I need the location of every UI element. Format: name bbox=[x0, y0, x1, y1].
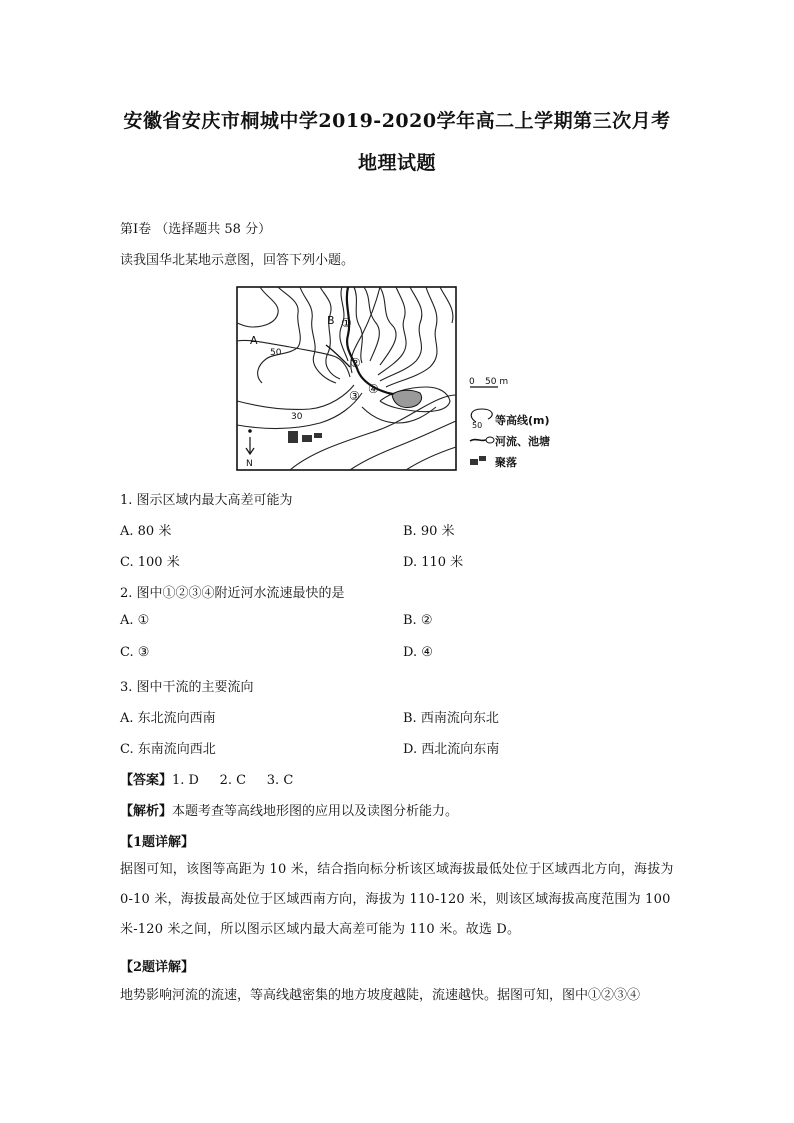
map-contour-label-30: 30 bbox=[291, 412, 303, 422]
question-3-option-c: C. 东南流向西北 bbox=[120, 742, 216, 757]
question-3-option-a: A. 东北流向西南 bbox=[120, 711, 216, 726]
question-3-option-b: B. 西南流向东北 bbox=[403, 711, 499, 726]
intro-text: 读我国华北某地示意图，回答下列小题。 bbox=[120, 253, 355, 268]
map-label-a: A bbox=[250, 334, 258, 347]
doc-title-line1: 安徽省安庆市桐城中学2019-2020学年高二上学期第三次月考 bbox=[123, 110, 671, 132]
legend-settlement-symbol-a bbox=[470, 459, 478, 465]
question-3-stem: 3. 图中干流的主要流向 bbox=[120, 680, 254, 695]
analysis-line bbox=[120, 800, 458, 819]
question-1-option-b: B. 90 米 bbox=[403, 524, 455, 539]
legend-river-label: 河流、池塘 bbox=[495, 435, 550, 448]
detail-1-label: 【1题详解】 bbox=[120, 835, 195, 850]
detail-1-text: 据图可知，该图等高距为 10 米，结合指向标分析该区域海拔最低处位于区域西北方向，海拔为 0-10 米，海拔最高处位于区域西南方向，海拔为 110-120 米，则该区域海拔高度范围为 100 米-120 米之间，所以图示区域内最大高差可能为 110 米。故选 D。 bbox=[120, 862, 674, 937]
map-marker-4: ④ bbox=[368, 382, 379, 396]
question-2-option-d: D. ④ bbox=[403, 645, 433, 660]
contour-map-figure bbox=[230, 283, 570, 475]
legend-pond-symbol bbox=[486, 437, 494, 443]
legend-scale-value: 50 m bbox=[485, 377, 509, 387]
section-header: 第I卷 （选择题共 58 分） bbox=[120, 222, 272, 237]
detail-2-text: 地势影响河流的流速，等高线越密集的地方坡度越陡，流速越快。据图可知，图中①②③④ bbox=[120, 988, 641, 1003]
legend-settlement-label: 聚落 bbox=[495, 456, 517, 469]
question-2-option-a: A. ① bbox=[120, 613, 150, 628]
legend-settlement-symbol-b bbox=[479, 456, 486, 461]
question-2-option-b: B. ② bbox=[403, 613, 433, 628]
pond bbox=[392, 390, 422, 407]
legend-river-symbol bbox=[470, 439, 488, 441]
map-marker-3: ③ bbox=[349, 389, 360, 403]
legend-scale-zero: 0 bbox=[469, 377, 475, 387]
map-frame bbox=[237, 287, 456, 470]
question-1-option-d: D. 110 米 bbox=[403, 555, 464, 570]
doc-title-line2: 地理试题 bbox=[357, 152, 436, 174]
question-1-option-a: A. 80 米 bbox=[120, 524, 172, 539]
question-1-stem: 1. 图示区域内最大高差可能为 bbox=[120, 493, 293, 508]
map-contour-label-50: 50 bbox=[270, 348, 282, 358]
detail-2-label: 【2题详解】 bbox=[120, 960, 195, 975]
map-marker-2: ② bbox=[350, 356, 361, 370]
map-legend bbox=[469, 377, 550, 469]
question-3-option-d: D. 西北流向东南 bbox=[403, 742, 500, 757]
legend-contour-label: 等高线(m) bbox=[495, 414, 550, 427]
settlement-blocks bbox=[288, 431, 322, 443]
map-label-north: N bbox=[246, 459, 253, 469]
north-arrow bbox=[246, 430, 254, 454]
contour-lines bbox=[237, 287, 456, 470]
legend-contour-number: 50 bbox=[472, 421, 483, 430]
analysis-text: 本题考查等高线地形图的应用以及读图分析能力。 bbox=[172, 804, 459, 819]
map-label-b: B bbox=[327, 314, 335, 327]
answer-text: 1. D 2. C 3. C bbox=[172, 773, 294, 788]
question-1-option-c: C. 100 米 bbox=[120, 555, 180, 570]
answer-line bbox=[120, 769, 293, 788]
analysis-label: 【解析】 bbox=[120, 804, 173, 819]
question-2-stem: 2. 图中①②③④附近河水流速最快的是 bbox=[120, 586, 345, 601]
question-2-option-c: C. ③ bbox=[120, 645, 150, 660]
answer-label: 【答案】 bbox=[120, 773, 173, 788]
map-marker-1: ① bbox=[341, 316, 352, 330]
